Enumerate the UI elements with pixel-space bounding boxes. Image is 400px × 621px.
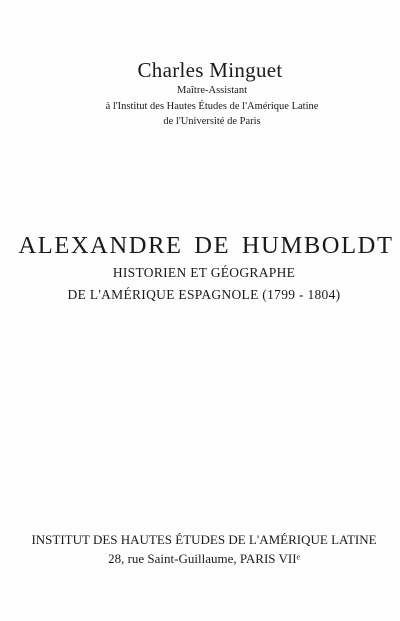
author-affiliation xyxy=(12,83,400,130)
subtitle-line: DE L'AMÉRIQUE ESPAGNOLE (1799 - 1804) xyxy=(67,287,341,302)
book-title: ALEXANDRE DE HUMBOLDT xyxy=(18,232,394,259)
publisher-name: INSTITUT DES HAUTES ÉTUDES DE L'AMÉRIQUE LATINE xyxy=(31,532,377,547)
affiliation-line: Maître-Assistant xyxy=(177,85,247,96)
book-subtitle xyxy=(4,262,400,306)
publisher-address: 28, rue Saint-Guillaume, PARIS VIIᵉ xyxy=(108,551,300,566)
publisher-block xyxy=(4,530,400,568)
affiliation-line: de l'Université de Paris xyxy=(163,116,261,127)
affiliation-line: à l'Institut des Hautes Études de l'Amérique Latine xyxy=(105,100,319,112)
author-name: Charles Minguet xyxy=(137,58,283,82)
subtitle-line: HISTORIEN ET GÉOGRAPHE xyxy=(112,265,296,280)
